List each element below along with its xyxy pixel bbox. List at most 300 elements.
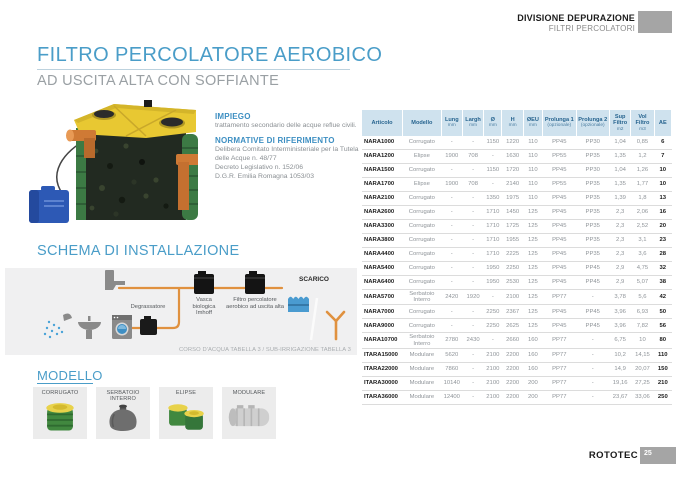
page-subtitle: AD USCITA ALTA CON SOFFIANTE bbox=[37, 73, 280, 89]
table-cell: 1955 bbox=[502, 234, 523, 248]
table-cell: - bbox=[441, 220, 462, 234]
table-cell: 2625 bbox=[502, 319, 523, 333]
table-cell: PP77 bbox=[543, 390, 576, 404]
table-cell: ITARA22000 bbox=[362, 362, 403, 376]
table-cell: - bbox=[441, 276, 462, 290]
table-cell: - bbox=[462, 362, 483, 376]
sub-irrigation-icon bbox=[327, 312, 344, 339]
table-cell: PP30 bbox=[576, 164, 609, 178]
table-cell: 110 bbox=[523, 192, 542, 206]
table-cell: 19,16 bbox=[610, 376, 631, 390]
table-cell: - bbox=[462, 348, 483, 362]
table-cell: PP77 bbox=[543, 290, 576, 305]
table-cell: Elipse bbox=[403, 150, 442, 164]
table-cell: PP45 bbox=[543, 220, 576, 234]
column-header: Modello bbox=[403, 110, 442, 136]
scarico-basin-icon bbox=[288, 297, 309, 312]
table-cell: 14,15 bbox=[631, 348, 654, 362]
table-cell: 125 bbox=[523, 262, 542, 276]
table-cell: 1720 bbox=[502, 164, 523, 178]
table-cell: 210 bbox=[654, 376, 671, 390]
column-header: H mm bbox=[502, 110, 523, 136]
table-cell: 1950 bbox=[484, 262, 502, 276]
table-row bbox=[362, 150, 672, 164]
table-cell: 1450 bbox=[502, 206, 523, 220]
column-header: Prolunga 2 (opzionale) bbox=[576, 110, 609, 136]
filtro-percolatore-icon bbox=[245, 271, 265, 294]
column-header: Lung mm bbox=[441, 110, 462, 136]
table-cell: 2100 bbox=[484, 348, 502, 362]
table-cell: - bbox=[441, 206, 462, 220]
model-card-serbatoio-interro bbox=[96, 387, 150, 439]
table-cell: 110 bbox=[654, 348, 671, 362]
column-header: Vol Filtro m3 bbox=[631, 110, 654, 136]
table-cell: 2,3 bbox=[610, 248, 631, 262]
table-cell: NARA2600 bbox=[362, 206, 403, 220]
table-cell: - bbox=[462, 390, 483, 404]
table-cell: 1920 bbox=[462, 290, 483, 305]
table-cell: - bbox=[484, 290, 502, 305]
table-cell: 3,6 bbox=[631, 248, 654, 262]
table-cell: PP45 bbox=[543, 319, 576, 333]
table-cell: 2250 bbox=[484, 319, 502, 333]
table-cell: PP35 bbox=[576, 150, 609, 164]
table-cell: 3,1 bbox=[631, 234, 654, 248]
table-cell: Corrugato bbox=[403, 234, 442, 248]
table-cell: Corrugato bbox=[403, 248, 442, 262]
column-header: Articolo bbox=[362, 110, 403, 136]
washing-machine-icon bbox=[112, 315, 132, 339]
column-header: Largh mm bbox=[462, 110, 483, 136]
table-cell: PP30 bbox=[576, 136, 609, 150]
table-cell: - bbox=[576, 376, 609, 390]
table-cell: NARA3300 bbox=[362, 220, 403, 234]
table-cell: 7,82 bbox=[631, 319, 654, 333]
table-cell: 2367 bbox=[502, 305, 523, 319]
table-cell: 2530 bbox=[502, 276, 523, 290]
installation-diagram bbox=[5, 268, 357, 355]
table-cell: 42 bbox=[654, 290, 671, 305]
table-cell: 23 bbox=[654, 234, 671, 248]
table-cell: 7860 bbox=[441, 362, 462, 376]
table-cell: Serbatoio Interro bbox=[403, 290, 442, 305]
table-row bbox=[362, 333, 672, 348]
table-cell: 1,77 bbox=[631, 178, 654, 192]
brand-logo: ROTOTEC bbox=[588, 450, 638, 461]
table-cell: 2,9 bbox=[610, 276, 631, 290]
modello-underline bbox=[37, 383, 93, 384]
impiego-text: trattamento secondario delle acque reflue civili. bbox=[215, 122, 357, 129]
table-cell: - bbox=[441, 164, 462, 178]
table-cell: 2100 bbox=[484, 362, 502, 376]
table-cell: Corrugato bbox=[403, 262, 442, 276]
table-cell: 150 bbox=[654, 362, 671, 376]
table-cell: 160 bbox=[523, 362, 542, 376]
table-cell: PP45 bbox=[543, 262, 576, 276]
table-cell: 10,2 bbox=[610, 348, 631, 362]
section-title: FILTRI PERCOLATORI bbox=[548, 24, 635, 33]
model-label: MODULARE bbox=[232, 390, 266, 396]
table-cell: 2780 bbox=[441, 333, 462, 348]
table-cell: 250 bbox=[654, 390, 671, 404]
table-cell: Modulare bbox=[403, 362, 442, 376]
table-cell: 125 bbox=[523, 234, 542, 248]
table-cell: NARA10700 bbox=[362, 333, 403, 348]
table-cell: 1150 bbox=[484, 136, 502, 150]
table-cell: NARA6400 bbox=[362, 276, 403, 290]
table-cell: 1950 bbox=[484, 276, 502, 290]
degrassatore-label: Degrassatore bbox=[130, 304, 166, 310]
table-cell: NARA9000 bbox=[362, 319, 403, 333]
table-cell: NARA7000 bbox=[362, 305, 403, 319]
table-cell: 1710 bbox=[484, 220, 502, 234]
table-cell: 3,96 bbox=[610, 305, 631, 319]
table-cell: PP45 bbox=[543, 192, 576, 206]
table-cell: 6 bbox=[654, 136, 671, 150]
table-cell: - bbox=[441, 234, 462, 248]
modello-heading: MODELLO bbox=[37, 368, 103, 383]
impiego-heading: IMPIEGO bbox=[215, 112, 251, 121]
table-cell: 1,2 bbox=[631, 150, 654, 164]
table-cell: PP35 bbox=[576, 220, 609, 234]
table-cell: 2250 bbox=[502, 262, 523, 276]
sink-icon bbox=[78, 316, 101, 339]
table-cell: NARA5400 bbox=[362, 262, 403, 276]
table-cell: 110 bbox=[523, 178, 542, 192]
table-cell: - bbox=[462, 192, 483, 206]
table-cell: 125 bbox=[523, 248, 542, 262]
table-cell: 125 bbox=[523, 305, 542, 319]
table-cell: 1150 bbox=[484, 164, 502, 178]
table-cell: NARA2100 bbox=[362, 192, 403, 206]
table-cell: - bbox=[576, 333, 609, 348]
table-cell: 2,9 bbox=[610, 262, 631, 276]
table-cell: - bbox=[462, 305, 483, 319]
table-cell: 1710 bbox=[484, 248, 502, 262]
table-cell: Serbatoio Interro bbox=[403, 333, 442, 348]
table-cell: 5,07 bbox=[631, 276, 654, 290]
table-cell: PP77 bbox=[543, 333, 576, 348]
normative-line: Delibera Comitato Interministeriale per la Tutela delle Acque n. 48/77 bbox=[215, 146, 359, 163]
model-card-modulare bbox=[222, 387, 276, 439]
table-row bbox=[362, 220, 672, 234]
table-cell: 1630 bbox=[502, 150, 523, 164]
page-number: 25 bbox=[644, 450, 652, 457]
table-cell: 125 bbox=[523, 290, 542, 305]
table-cell: PP35 bbox=[576, 206, 609, 220]
table-cell: Corrugato bbox=[403, 136, 442, 150]
table-cell: PP45 bbox=[543, 276, 576, 290]
table-cell: 1725 bbox=[502, 220, 523, 234]
table-cell: 3,96 bbox=[610, 319, 631, 333]
table-cell: 708 bbox=[462, 150, 483, 164]
table-cell: - bbox=[441, 248, 462, 262]
header-logo-block bbox=[638, 11, 672, 33]
table-cell: NARA3800 bbox=[362, 234, 403, 248]
vasca-imhoff-icon bbox=[194, 271, 214, 294]
table-cell: 1710 bbox=[484, 206, 502, 220]
table-cell: 38 bbox=[654, 276, 671, 290]
table-cell: 110 bbox=[523, 164, 542, 178]
table-cell: 1710 bbox=[484, 234, 502, 248]
table-cell: NARA5700 bbox=[362, 290, 403, 305]
table-cell: PP45 bbox=[576, 319, 609, 333]
table-cell: Corrugato bbox=[403, 305, 442, 319]
table-row bbox=[362, 319, 672, 333]
table-cell: - bbox=[441, 192, 462, 206]
table-cell: 1,8 bbox=[631, 192, 654, 206]
table-cell: 23,67 bbox=[610, 390, 631, 404]
table-cell: 1350 bbox=[484, 192, 502, 206]
table-cell: 2225 bbox=[502, 248, 523, 262]
table-cell: 10 bbox=[654, 178, 671, 192]
table-cell: 32 bbox=[654, 262, 671, 276]
table-row bbox=[362, 178, 672, 192]
table-cell: 125 bbox=[523, 276, 542, 290]
table-cell: NARA1000 bbox=[362, 136, 403, 150]
table-cell: - bbox=[576, 348, 609, 362]
table-cell: Modulare bbox=[403, 376, 442, 390]
table-cell: 2660 bbox=[502, 333, 523, 348]
table-cell: 2,3 bbox=[610, 220, 631, 234]
model-label: SERBATOIO INTERRO bbox=[106, 390, 140, 403]
table-row bbox=[362, 248, 672, 262]
table-row bbox=[362, 348, 672, 362]
column-header: Sup Filtro m2 bbox=[610, 110, 631, 136]
table-cell: - bbox=[462, 248, 483, 262]
diagram-divider bbox=[311, 298, 317, 340]
table-cell: 7 bbox=[654, 150, 671, 164]
normative-line: Decreto Legislativo n. 152/06 bbox=[215, 164, 304, 172]
table-cell: - bbox=[462, 220, 483, 234]
table-cell: 2100 bbox=[502, 290, 523, 305]
table-cell: 2,3 bbox=[610, 206, 631, 220]
table-cell: 80 bbox=[654, 333, 671, 348]
table-cell: 125 bbox=[523, 220, 542, 234]
table-row bbox=[362, 136, 672, 150]
table-cell: Elipse bbox=[403, 178, 442, 192]
table-cell: NARA1200 bbox=[362, 150, 403, 164]
table-cell: 27,25 bbox=[631, 376, 654, 390]
table-cell: - bbox=[441, 319, 462, 333]
elipse-tank-icon bbox=[161, 397, 211, 435]
table-cell: PP35 bbox=[576, 248, 609, 262]
table-cell: 1900 bbox=[441, 178, 462, 192]
table-cell: 33,06 bbox=[631, 390, 654, 404]
model-card-corrugato bbox=[33, 387, 87, 439]
table-cell: - bbox=[462, 234, 483, 248]
table-cell: 14,9 bbox=[610, 362, 631, 376]
table-cell: Corrugato bbox=[403, 206, 442, 220]
footer-page-block bbox=[640, 447, 676, 464]
product-photo bbox=[26, 96, 198, 234]
normative-heading: NORMATIVE DI RIFERIMENTO bbox=[215, 136, 335, 146]
table-cell: 5620 bbox=[441, 348, 462, 362]
table-cell: 20 bbox=[654, 220, 671, 234]
table-cell: 1,04 bbox=[610, 136, 631, 150]
table-cell: - bbox=[576, 290, 609, 305]
table-cell: 6,75 bbox=[610, 333, 631, 348]
table-cell: - bbox=[441, 136, 462, 150]
table-cell: 2250 bbox=[484, 305, 502, 319]
table-cell: PP55 bbox=[543, 178, 576, 192]
table-cell: 2,06 bbox=[631, 206, 654, 220]
shower-icon bbox=[44, 314, 72, 339]
table-cell: 200 bbox=[523, 390, 542, 404]
schema-heading: SCHEMA DI INSTALLAZIONE bbox=[37, 243, 240, 259]
table-cell: - bbox=[462, 164, 483, 178]
table-cell: 160 bbox=[523, 333, 542, 348]
column-header: ØEU mm bbox=[523, 110, 542, 136]
table-cell: ITARA30000 bbox=[362, 376, 403, 390]
table-cell: 708 bbox=[462, 178, 483, 192]
table-cell: 50 bbox=[654, 305, 671, 319]
column-header: AE bbox=[654, 110, 671, 136]
table-cell: 6,93 bbox=[631, 305, 654, 319]
table-cell: Corrugato bbox=[403, 319, 442, 333]
table-cell: 1,35 bbox=[610, 178, 631, 192]
table-cell: ITARA15000 bbox=[362, 348, 403, 362]
model-card-elipse bbox=[159, 387, 213, 439]
table-row bbox=[362, 206, 672, 220]
table-cell: 5,6 bbox=[631, 290, 654, 305]
table-cell: 13 bbox=[654, 192, 671, 206]
table-cell: 110 bbox=[523, 150, 542, 164]
table-row bbox=[362, 164, 672, 178]
table-cell: 2,3 bbox=[610, 234, 631, 248]
table-cell: Modulare bbox=[403, 390, 442, 404]
info-block bbox=[215, 112, 361, 182]
model-label: ELIPSE bbox=[175, 390, 197, 396]
table-row bbox=[362, 290, 672, 305]
serbatoio-interro-tank-icon bbox=[98, 403, 148, 435]
table-cell: - bbox=[576, 362, 609, 376]
table-cell: PP45 bbox=[543, 164, 576, 178]
diagram-caption: CORSO D'ACQUA TABELLA 3 / SUB-IRRIGAZIONE TABELLA 3 bbox=[178, 347, 351, 353]
table-cell: 2430 bbox=[462, 333, 483, 348]
table-cell: 2140 bbox=[502, 178, 523, 192]
table-cell: PP45 bbox=[543, 234, 576, 248]
scarico-label: SCARICO bbox=[299, 276, 329, 283]
table-cell: 2100 bbox=[484, 376, 502, 390]
table-cell: 110 bbox=[523, 136, 542, 150]
table-cell: 1900 bbox=[441, 150, 462, 164]
table-cell: PP45 bbox=[576, 262, 609, 276]
table-header-row bbox=[362, 110, 672, 136]
table-cell: PP45 bbox=[543, 248, 576, 262]
table-cell: - bbox=[484, 150, 502, 164]
table-cell: PP45 bbox=[543, 136, 576, 150]
table-cell: PP35 bbox=[576, 192, 609, 206]
table-cell: 56 bbox=[654, 319, 671, 333]
table-cell: 2100 bbox=[484, 390, 502, 404]
table-cell: 20,07 bbox=[631, 362, 654, 376]
table-cell: 2200 bbox=[502, 362, 523, 376]
table-cell: - bbox=[462, 319, 483, 333]
table-cell: 1,39 bbox=[610, 192, 631, 206]
table-cell: - bbox=[462, 206, 483, 220]
corrugato-tank-icon bbox=[35, 397, 85, 435]
table-cell: 125 bbox=[523, 319, 542, 333]
table-row bbox=[362, 262, 672, 276]
table-cell: Modulare bbox=[403, 348, 442, 362]
table-cell: NARA1500 bbox=[362, 164, 403, 178]
table-cell: 1,04 bbox=[610, 164, 631, 178]
table-cell: - bbox=[484, 333, 502, 348]
table-cell: - bbox=[484, 178, 502, 192]
table-cell: 2200 bbox=[502, 348, 523, 362]
table-cell: Corrugato bbox=[403, 164, 442, 178]
table-cell: PP45 bbox=[543, 206, 576, 220]
table-cell: 10 bbox=[631, 333, 654, 348]
table-row bbox=[362, 390, 672, 404]
table-cell: 2420 bbox=[441, 290, 462, 305]
column-header: Ø mm bbox=[484, 110, 502, 136]
table-cell: PP77 bbox=[543, 348, 576, 362]
table-cell: 200 bbox=[523, 376, 542, 390]
table-cell: PP55 bbox=[543, 150, 576, 164]
table-cell: PP45 bbox=[576, 305, 609, 319]
table-cell: PP45 bbox=[576, 276, 609, 290]
table-cell: - bbox=[576, 390, 609, 404]
table-cell: 1,35 bbox=[610, 150, 631, 164]
table-cell: 2200 bbox=[502, 376, 523, 390]
vasca-label: Vasca biologica Imhoff bbox=[192, 297, 216, 317]
model-label: CORRUGATO bbox=[41, 390, 79, 396]
product-table bbox=[362, 110, 672, 405]
table-cell: 12400 bbox=[441, 390, 462, 404]
table-cell: PP45 bbox=[543, 305, 576, 319]
table-cell: - bbox=[441, 305, 462, 319]
table-row bbox=[362, 362, 672, 376]
table-cell: 3,78 bbox=[610, 290, 631, 305]
table-cell: - bbox=[462, 262, 483, 276]
table-row bbox=[362, 192, 672, 206]
normative-line: D.G.R. Emilia Romagna 1053/03 bbox=[215, 172, 314, 180]
table-cell: ITARA36000 bbox=[362, 390, 403, 404]
table-cell: 28 bbox=[654, 248, 671, 262]
table-cell: 0,85 bbox=[631, 136, 654, 150]
table-cell: PP35 bbox=[576, 234, 609, 248]
table-cell: Corrugato bbox=[403, 220, 442, 234]
table-cell: 4,75 bbox=[631, 262, 654, 276]
table-cell: 125 bbox=[523, 206, 542, 220]
table-cell: PP35 bbox=[576, 178, 609, 192]
table-cell: 1,26 bbox=[631, 164, 654, 178]
table-cell: Corrugato bbox=[403, 276, 442, 290]
table-cell: - bbox=[462, 136, 483, 150]
table-cell: PP77 bbox=[543, 362, 576, 376]
degrassatore-icon bbox=[140, 316, 157, 335]
table-cell: - bbox=[462, 276, 483, 290]
page-title: FILTRO PERCOLATORE AEROBICO bbox=[37, 44, 383, 66]
column-header: Prolunga 1 (opzionale) bbox=[543, 110, 576, 136]
table-cell: 16 bbox=[654, 206, 671, 220]
table-cell: NARA1700 bbox=[362, 178, 403, 192]
title-divider bbox=[37, 69, 350, 70]
modulare-tank-icon bbox=[224, 397, 274, 431]
table-cell: PP77 bbox=[543, 376, 576, 390]
table-row bbox=[362, 276, 672, 290]
table-cell: Corrugato bbox=[403, 192, 442, 206]
table-cell: 2,52 bbox=[631, 220, 654, 234]
table-cell: 160 bbox=[523, 348, 542, 362]
table-cell: NARA4400 bbox=[362, 248, 403, 262]
table-row bbox=[362, 305, 672, 319]
table-cell: - bbox=[441, 262, 462, 276]
table-cell: 10140 bbox=[441, 376, 462, 390]
filtro-label: Filtro percolatore aerobico ad uscita alta bbox=[226, 297, 285, 310]
